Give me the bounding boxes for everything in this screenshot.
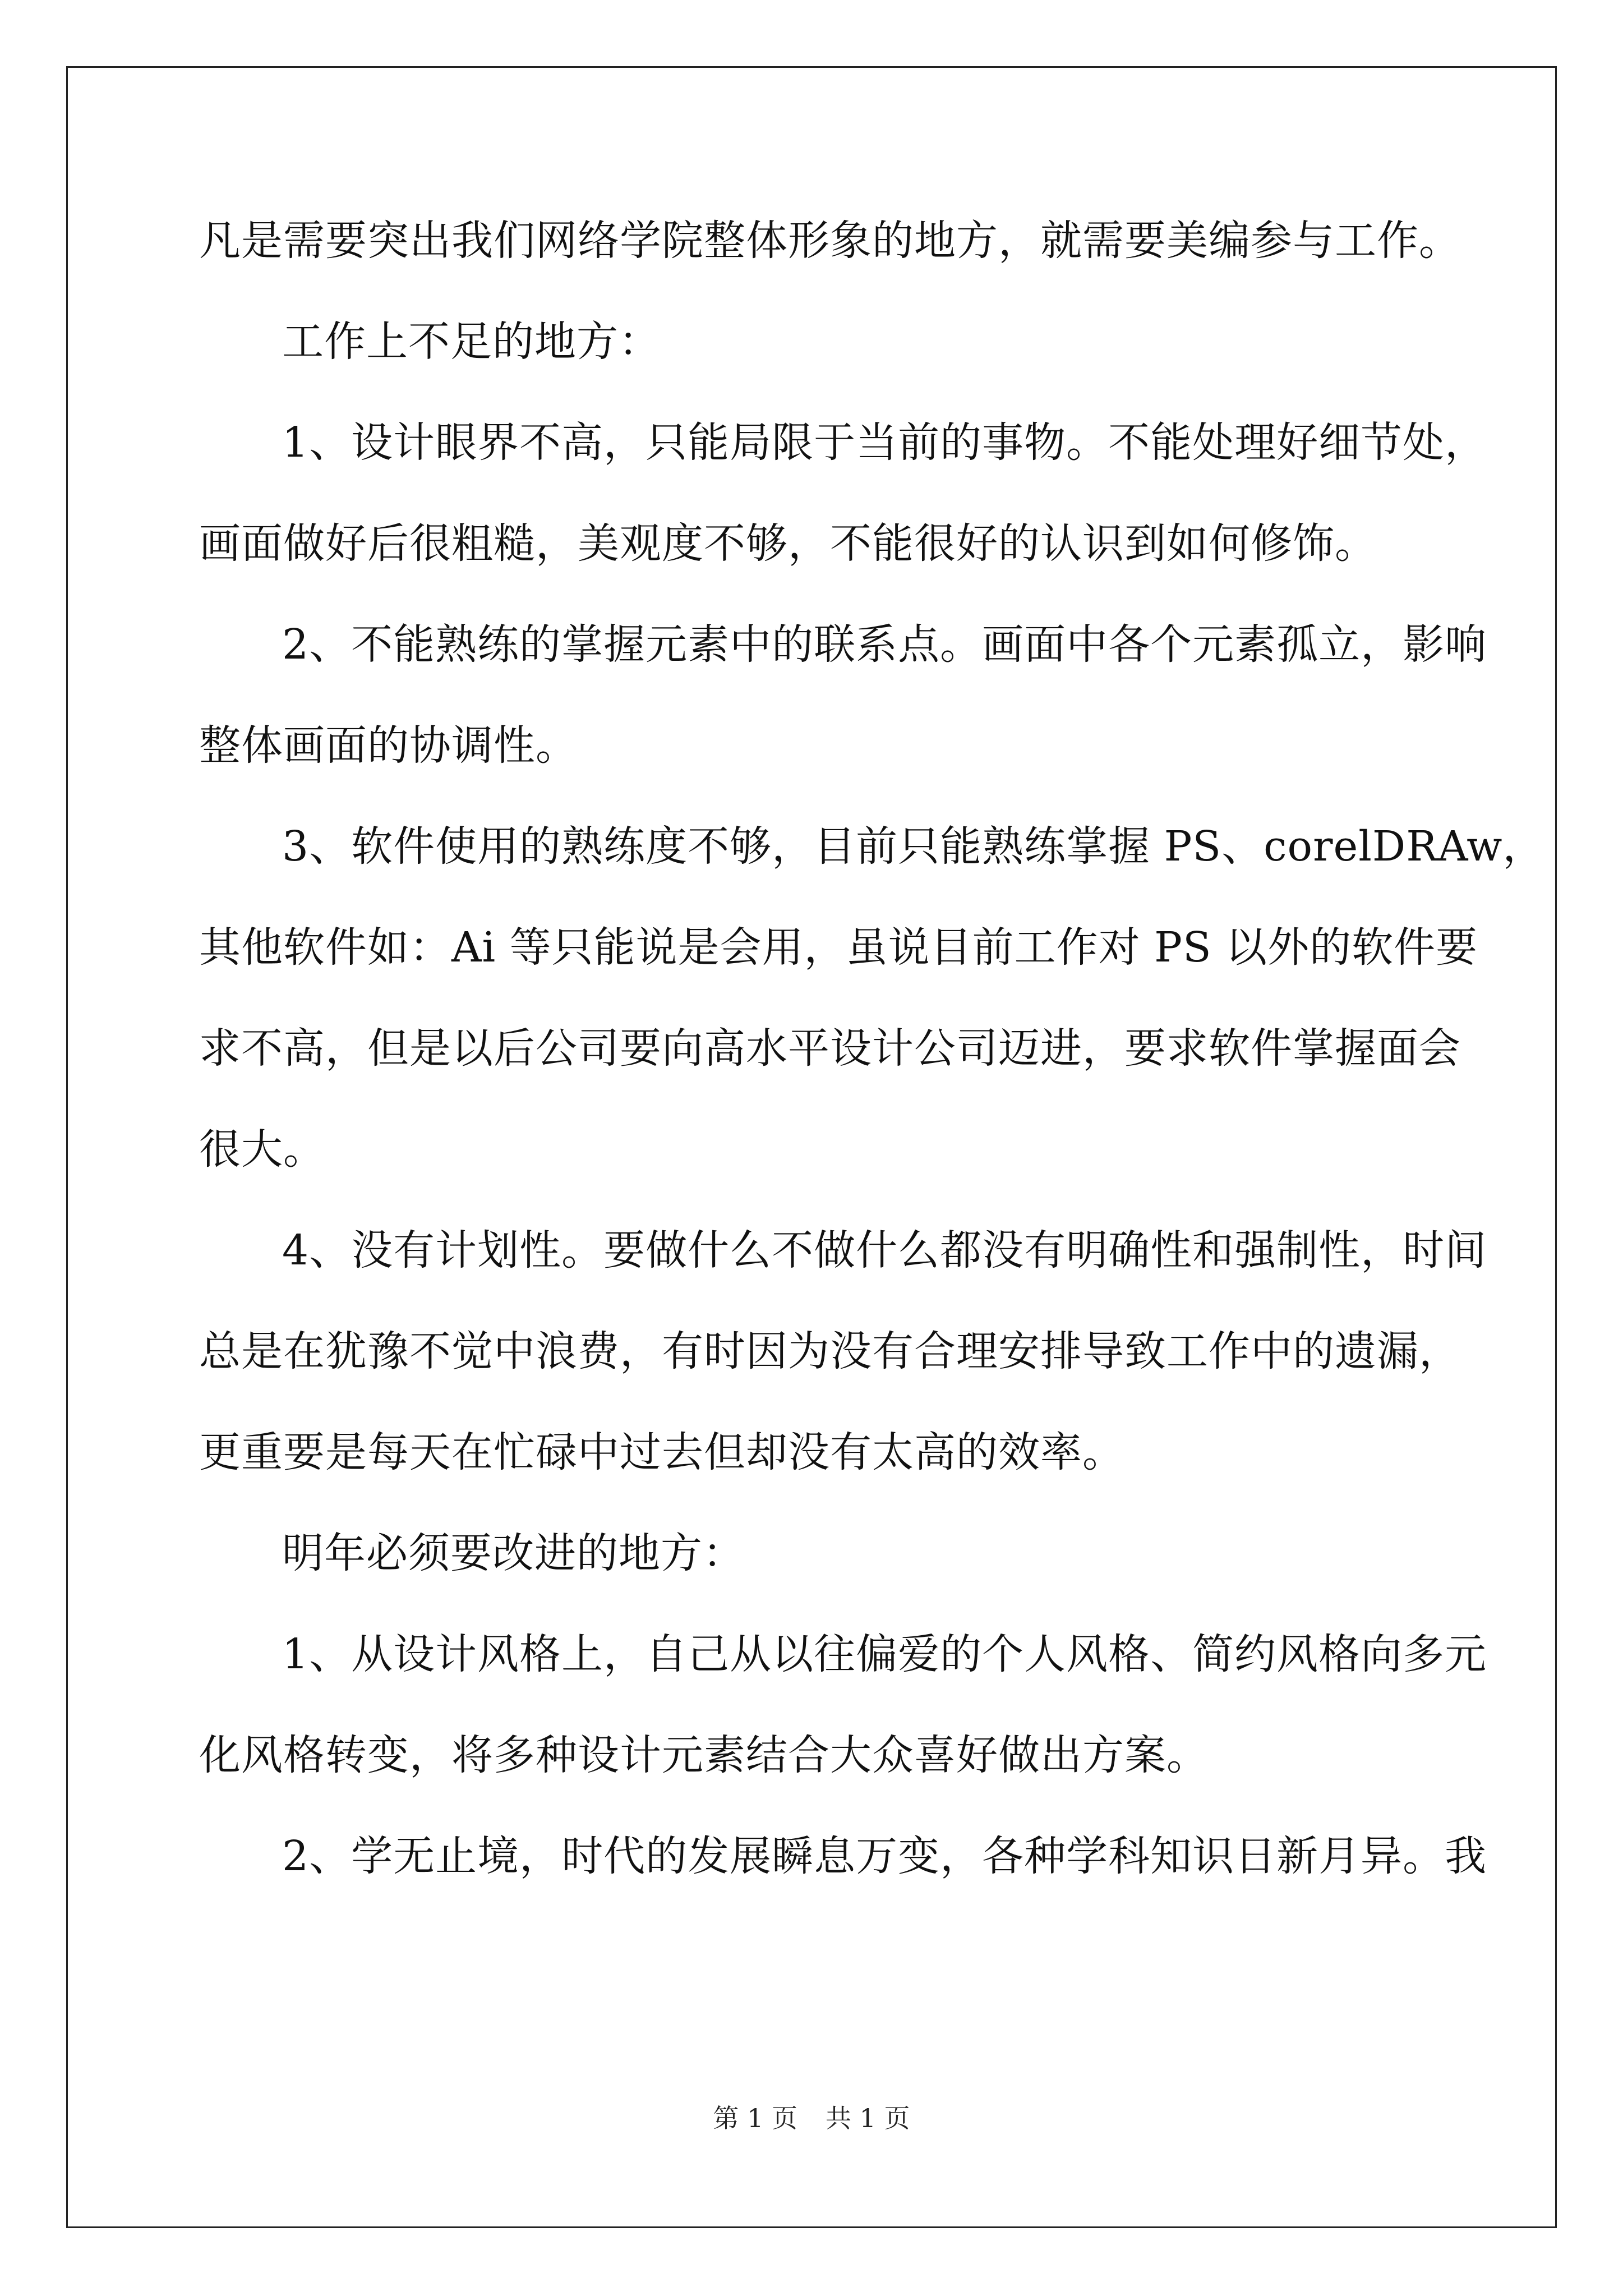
text-line: 1、设计眼界不高，只能局限于当前的事物。不能处理好细节处， [282,418,1487,467]
page-footer [0,2101,1623,2135]
text-line: 2、不能熟练的掌握元素中的联系点。画面中各个元素孤立，影响 [282,620,1487,669]
section-heading-shortcomings: 工作上不足的地方： [282,318,661,366]
page-number: 第 1 页 [713,2103,797,2133]
text-line: 1、从设计风格上，自己从以往偏爱的个人风格、简约风格向多元 [282,1630,1487,1678]
text-line: 4、没有计划性。要做什么不做什么都没有明确性和强制性，时间 [282,1226,1487,1274]
text-line: 求不高，但是以后公司要向高水平设计公司迈进，要求软件掌握面会 [199,1024,1461,1073]
text-line: 其他软件如：Ai 等只能说是会用，虽说目前工作对 PS 以外的软件要 [199,923,1478,972]
page-total: 共 1 页 [826,2103,910,2133]
text-line: 3、软件使用的熟练度不够，目前只能熟练掌握 PS、corelDRAw， [282,822,1545,871]
text-line: 很大。 [199,1125,325,1174]
text-line: 凡是需要突出我们网络学院整体形象的地方，就需要美编参与工作。 [199,217,1461,265]
text-line: 总是在犹豫不觉中浪费，有时因为没有合理安排导致工作中的遗漏， [199,1327,1461,1375]
section-heading-improvements: 明年必须要改进的地方： [282,1529,745,1577]
text-line: 化风格转变，将多种设计元素结合大众喜好做出方案。 [199,1731,1209,1779]
text-line: 更重要是每天在忙碌中过去但却没有太高的效率。 [199,1428,1124,1476]
text-line: 2、学无止境，时代的发展瞬息万变，各种学科知识日新月异。我 [282,1832,1487,1880]
text-line: 画面做好后很粗糙，美观度不够，不能很好的认识到如何修饰。 [199,519,1377,568]
text-line: 整体画面的协调性。 [199,721,578,770]
